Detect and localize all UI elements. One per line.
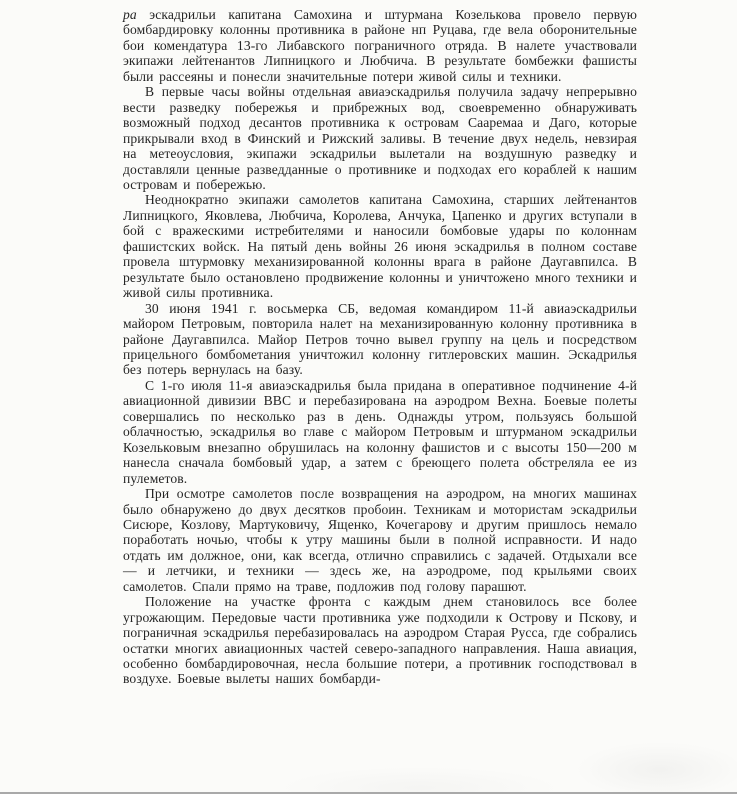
paragraph: В первые часы войны отдельная авиаэскадрилья получила задачу непрерывно вести разведку побережья и прибрежных вод, своевременно обнаруживать возможный подход десантов противника к островам Сааремаа и Даго, которые прикрывали вход в Финский и Рижский заливы. В течение двух недель, невзирая на метеоусловия, экипажи эскадрильи вылетали на воздушную разведку и доставляли ценные разведданные о противнике и подходах его кораблей к нашим островам и побережью. <box>123 84 637 192</box>
paragraph: 30 июня 1941 г. восьмерка СБ, ведомая командиром 11-й авиаэскадрильи майором Петровым, повторила налет на механизированную колонну противника в районе Даугавпилса. Майор Петров точно вывел группу на цель и посредством прицельного бомбометания уничтожил колонну гитлеровских машин. Эскадрилья без потерь вернулась на базу. <box>123 300 637 378</box>
word-continuation-italic: ра <box>123 7 137 22</box>
paragraph-text: эскадрильи капитана Самохина и штурмана Козелькова провело первую бомбардировку колонны противника в районе нп Руцава, где вела оборонительные бои комендатура 13-го Либавского пограничного отряда. В налете участвовали экипажи лейтенантов Липницкого и Любчича. В результате бомбежки фашисты были рассеяны и понесли значительные потери живой силы и техники. <box>123 7 637 84</box>
paragraph: Неоднократно экипажи самолетов капитана Самохина, старших лейтенантов Липницкого, Яковлева, Любчича, Королева, Анчука, Цапенко и других вступали в бой с вражескими истребителями и наносили бомбовые удары по колоннам фашистских войск. На пятый день войны 26 июня эскадрилья в полном составе провела штурмовку механизированной колонны врага в районе Даугавпилса. В результате было остановлено продвижение колонны и уничтожено много техники и живой силы противника. <box>123 192 637 301</box>
paragraph: При осмотре самолетов после возвращения на аэродром, на многих машинах было обнаружено до двух десятков пробоин. Техникам и мотористам эскадрильи Сисюре, Козлову, Мартуковичу, Ященко, Кочегарову и другим пришлось немало поработать ночью, чтобы к утру машины были в полной исправности. И надо отдать им должное, они, как всегда, отлично справились с задачей. Отдыхали все — и летчики, и техники — здесь же, на аэродроме, под крыльями своих самолетов. Спали прямо на траве, подложив под голову парашют. <box>123 486 637 594</box>
text-column <box>123 7 637 687</box>
below-page-area <box>0 794 737 800</box>
paragraph: С 1-го июля 11-я авиаэскадрилья была придана в оперативное подчинение 4-й авиационной дивизии ВВС и перебазирована на аэродром Вехна. Боевые полеты совершались по несколько раз в день. Однажды утром, пользуясь большой облачностью, эскадрилья во главе с майором Петровым и штурманом эскадрильи Козельковым внезапно обрушилась на колонну фашистов и с высоты 150—200 м нанесла сначала бомбовый удар, а затем с бреющего полета обстреляла ее из пулеметов. <box>123 377 637 486</box>
paragraph: Положение на участке фронта с каждым днем становилось все более угрожающим. Передовые части противника уже подходили к Острову и Пскову, и пограничная эскадрилья перебазировалась на аэродром Старая Русса, где собрались остатки многих авиационных частей северо-западного направления. Наша авиация, особенно бомбардировочная, несла большие потери, а противник господствовал в воздухе. Боевые вылеты наших бомбарди- <box>123 594 637 687</box>
paragraph <box>123 7 637 84</box>
